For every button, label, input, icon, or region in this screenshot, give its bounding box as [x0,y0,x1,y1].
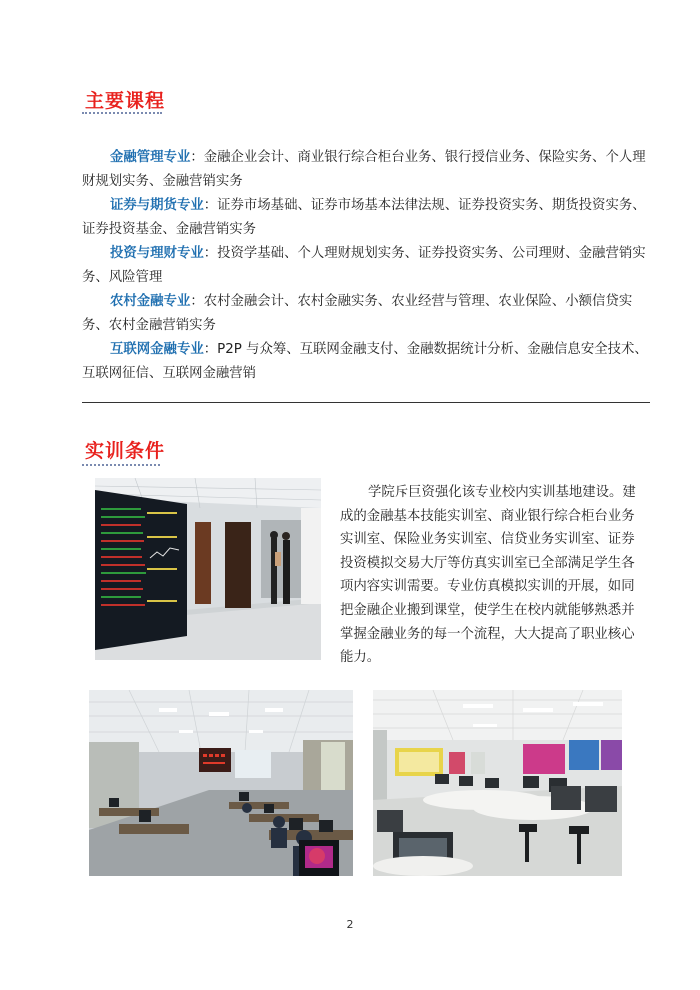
course-item-investment-wealth: 投资与理财专业：投资学基础、个人理财规划实务、证券投资实务、公司理财、金融营销实务、风险管理 [82,246,646,285]
course-name: 农村金融专业 [110,294,191,309]
courses-section-title: 主要课程 [85,90,166,112]
course-list [82,146,650,386]
course-name: 投资与理财专业 [110,246,204,261]
course-item-rural-finance: 农村金融专业：农村金融会计、农村金融实务、农业经营与管理、农业保险、小额信贷实务、农村金融营销实务 [82,294,633,333]
course-description: P2P 与众筹、互联网金融支付、金融数据统计分析、金融信息安全技术、互联网征信、互联网金融营销 [82,342,648,381]
courses-title-underline [82,112,162,114]
course-description: 金融企业会计、商业银行综合柜台业务、银行授信业务、保险实务、个人理财规划实务、金融营销实务 [82,150,646,189]
section-divider [82,402,650,403]
course-description: 农村金融会计、农村金融实务、农业经营与管理、农业保险、小额信贷实务、农村金融营销实务 [82,294,633,333]
training-description: 学院斥巨资强化该专业校内实训基地建设。建成的金融基本技能实训室、商业银行综合柜台业务实训室、保险业务实训室、信贷业务实训室、证券投资模拟交易大厅等仿真实训室已全部满足学生各项内容实训需要。专业仿真模拟实训的开展，如同把金融企业搬到课堂，使学生在校内就能够熟悉并掌握金融业务的每一个流程，大大提高了职业核心能力。 [340,485,636,666]
course-name: 互联网金融专业 [110,342,204,357]
course-name: 证券与期货专业 [110,198,204,213]
course-description: 证券市场基础、证券市场基本法律法规、证券投资实务、期货投资实务、证券投资基金、金融营销实务 [82,198,646,237]
banking-lab-photo [373,690,622,876]
course-name: 金融管理专业 [110,150,191,165]
course-description: 投资学基础、个人理财规划实务、证券投资实务、公司理财、金融营销实务、风险管理 [82,246,646,285]
training-section-title: 实训条件 [85,440,166,462]
course-item-internet-finance: 互联网金融专业：P2P 与众筹、互联网金融支付、金融数据统计分析、金融信息安全技术、互联网征信、互联网金融营销 [82,342,648,381]
computer-lab-photo [89,690,353,876]
trading-hall-photo [95,478,321,660]
page-number: 2 [346,918,354,931]
course-item-securities-futures: 证券与期货专业：证券市场基础、证券市场基本法律法规、证券投资实务、期货投资实务、证券投资基金、金融营销实务 [82,198,646,237]
course-item-finance-management: 金融管理专业：金融企业会计、商业银行综合柜台业务、银行授信业务、保险实务、个人理财规划实务、金融营销实务 [82,150,646,189]
training-title-underline [82,464,160,466]
